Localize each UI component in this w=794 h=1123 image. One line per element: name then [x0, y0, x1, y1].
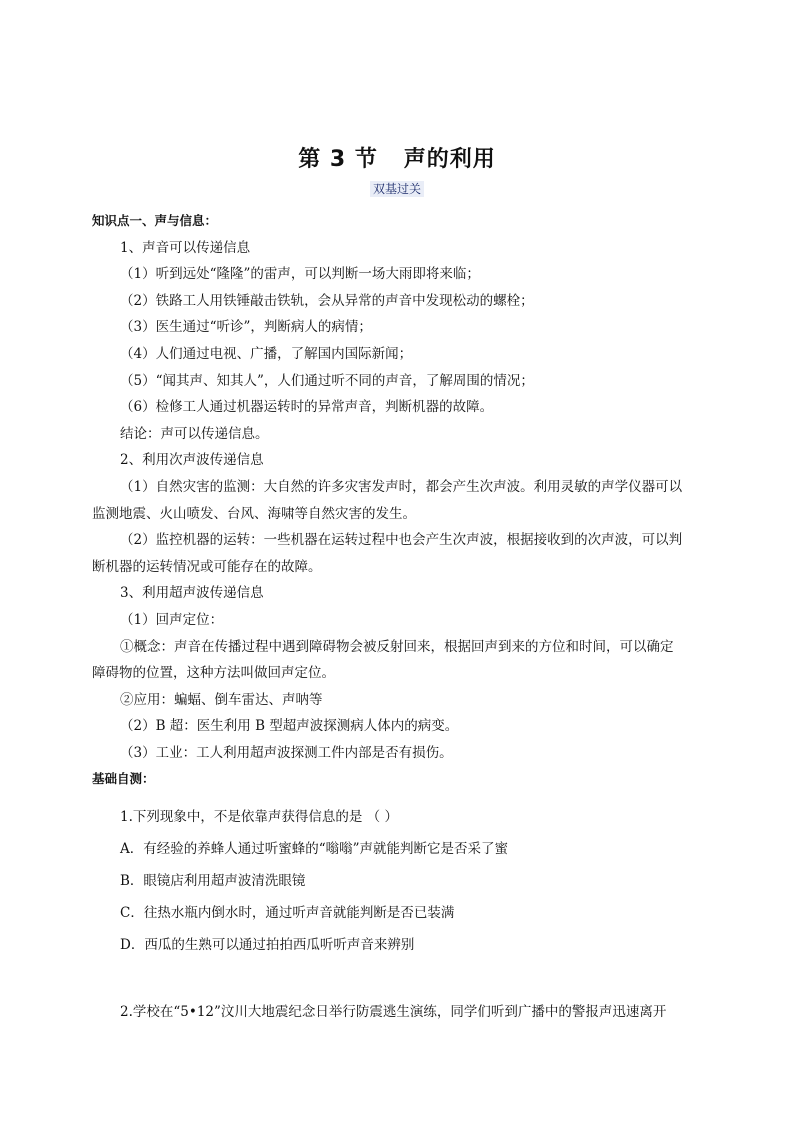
point-3-item-2: （2）B 超：医生利用 B 型超声波探测病人体内的病变。: [120, 718, 459, 735]
point-1-title: 1、声音可以传递信息: [120, 239, 251, 256]
point-1-item: （1）听到远处“隆隆”的雷声，可以判断一场大雨即将来临；: [120, 266, 480, 283]
question-1-option-c: C．往热水瓶内倒水时，通过听声音就能判断是否已装满: [120, 905, 455, 922]
point-2-title: 2、利用次声波传递信息: [120, 452, 264, 469]
question-1-option-a: A．有经验的养蜂人通过听蜜蜂的“嗡嗡”声就能判断它是否采了蜜: [120, 841, 509, 858]
point-1-conclusion: 结论：声可以传递信息。: [120, 425, 269, 442]
point-3-item-3: （3）工业：工人利用超声波探测工件内部是否有损伤。: [120, 744, 453, 761]
point-3-concept-line-1: ①概念：声音在传播过程中遇到障碍物会被反射回来，根据回声到来的方位和时间，可以确定: [120, 638, 674, 655]
section-heading-self-test: 基础自测：: [92, 771, 155, 787]
point-2-item-1-line-2: 监测地震、火山喷发、台风、海啸等自然灾害的发生。: [92, 505, 416, 522]
point-1-item: （5）“闻其声、知其人”，人们通过听不同的声音，了解周围的情况；: [120, 372, 534, 389]
question-1-stem: 1.下列现象中，不是依靠声获得信息的是 （ ）: [120, 809, 398, 826]
point-2-item-2-line-2: 断机器的运转情况或可能存在的故障。: [92, 558, 322, 575]
point-3-concept-line-2: 障碍物的位置，这种方法叫做回声定位。: [92, 665, 335, 682]
point-3-application: ②应用：蝙蝠、倒车雷达、声呐等: [120, 691, 323, 708]
question-2-stem: 2.学校在“5•12”汶川大地震纪念日举行防震逃生演练，同学们听到广播中的警报声迅速离开: [120, 1004, 667, 1021]
document-body: [92, 208, 704, 1039]
question-1-option-d: D．西瓜的生熟可以通过拍拍西瓜听听声音来辨别: [120, 937, 415, 954]
question-1: [92, 801, 704, 961]
point-1-item: （4）人们通过电视、广播，了解国内国际新闻；: [120, 345, 413, 362]
point-1-item: （2）铁路工人用铁锤敲击铁轨，会从异常的声音中发现松动的螺栓；: [120, 292, 534, 309]
point-3-title: 3、利用超声波传递信息: [120, 585, 264, 602]
subtitle-label: 双基过关: [370, 181, 424, 197]
page-title: 第 3 节 声的利用: [298, 147, 496, 172]
point-2-item-2-line-1: （2）监控机器的运转：一些机器在运转过程中也会产生次声波，根据接收到的次声波，可以判: [120, 532, 683, 549]
point-3-item-1: （1）回声定位：: [120, 611, 224, 628]
point-1-item: （6）检修工人通过机器运转时的异常声音，判断机器的故障。: [120, 399, 494, 416]
section-heading-knowledge: 知识点一、声与信息：: [92, 213, 218, 228]
question-1-option-b: B．眼镜店利用超声波清洗眼镜: [120, 873, 306, 890]
point-1-item: （3）医生通过“听诊”，判断病人的病情；: [120, 319, 372, 336]
page-subtitle: [0, 180, 794, 197]
point-2-item-1-line-1: （1）自然灾害的监测：大自然的许多灾害发声时，都会产生次声波。利用灵敏的声学仪器可以: [120, 478, 683, 495]
